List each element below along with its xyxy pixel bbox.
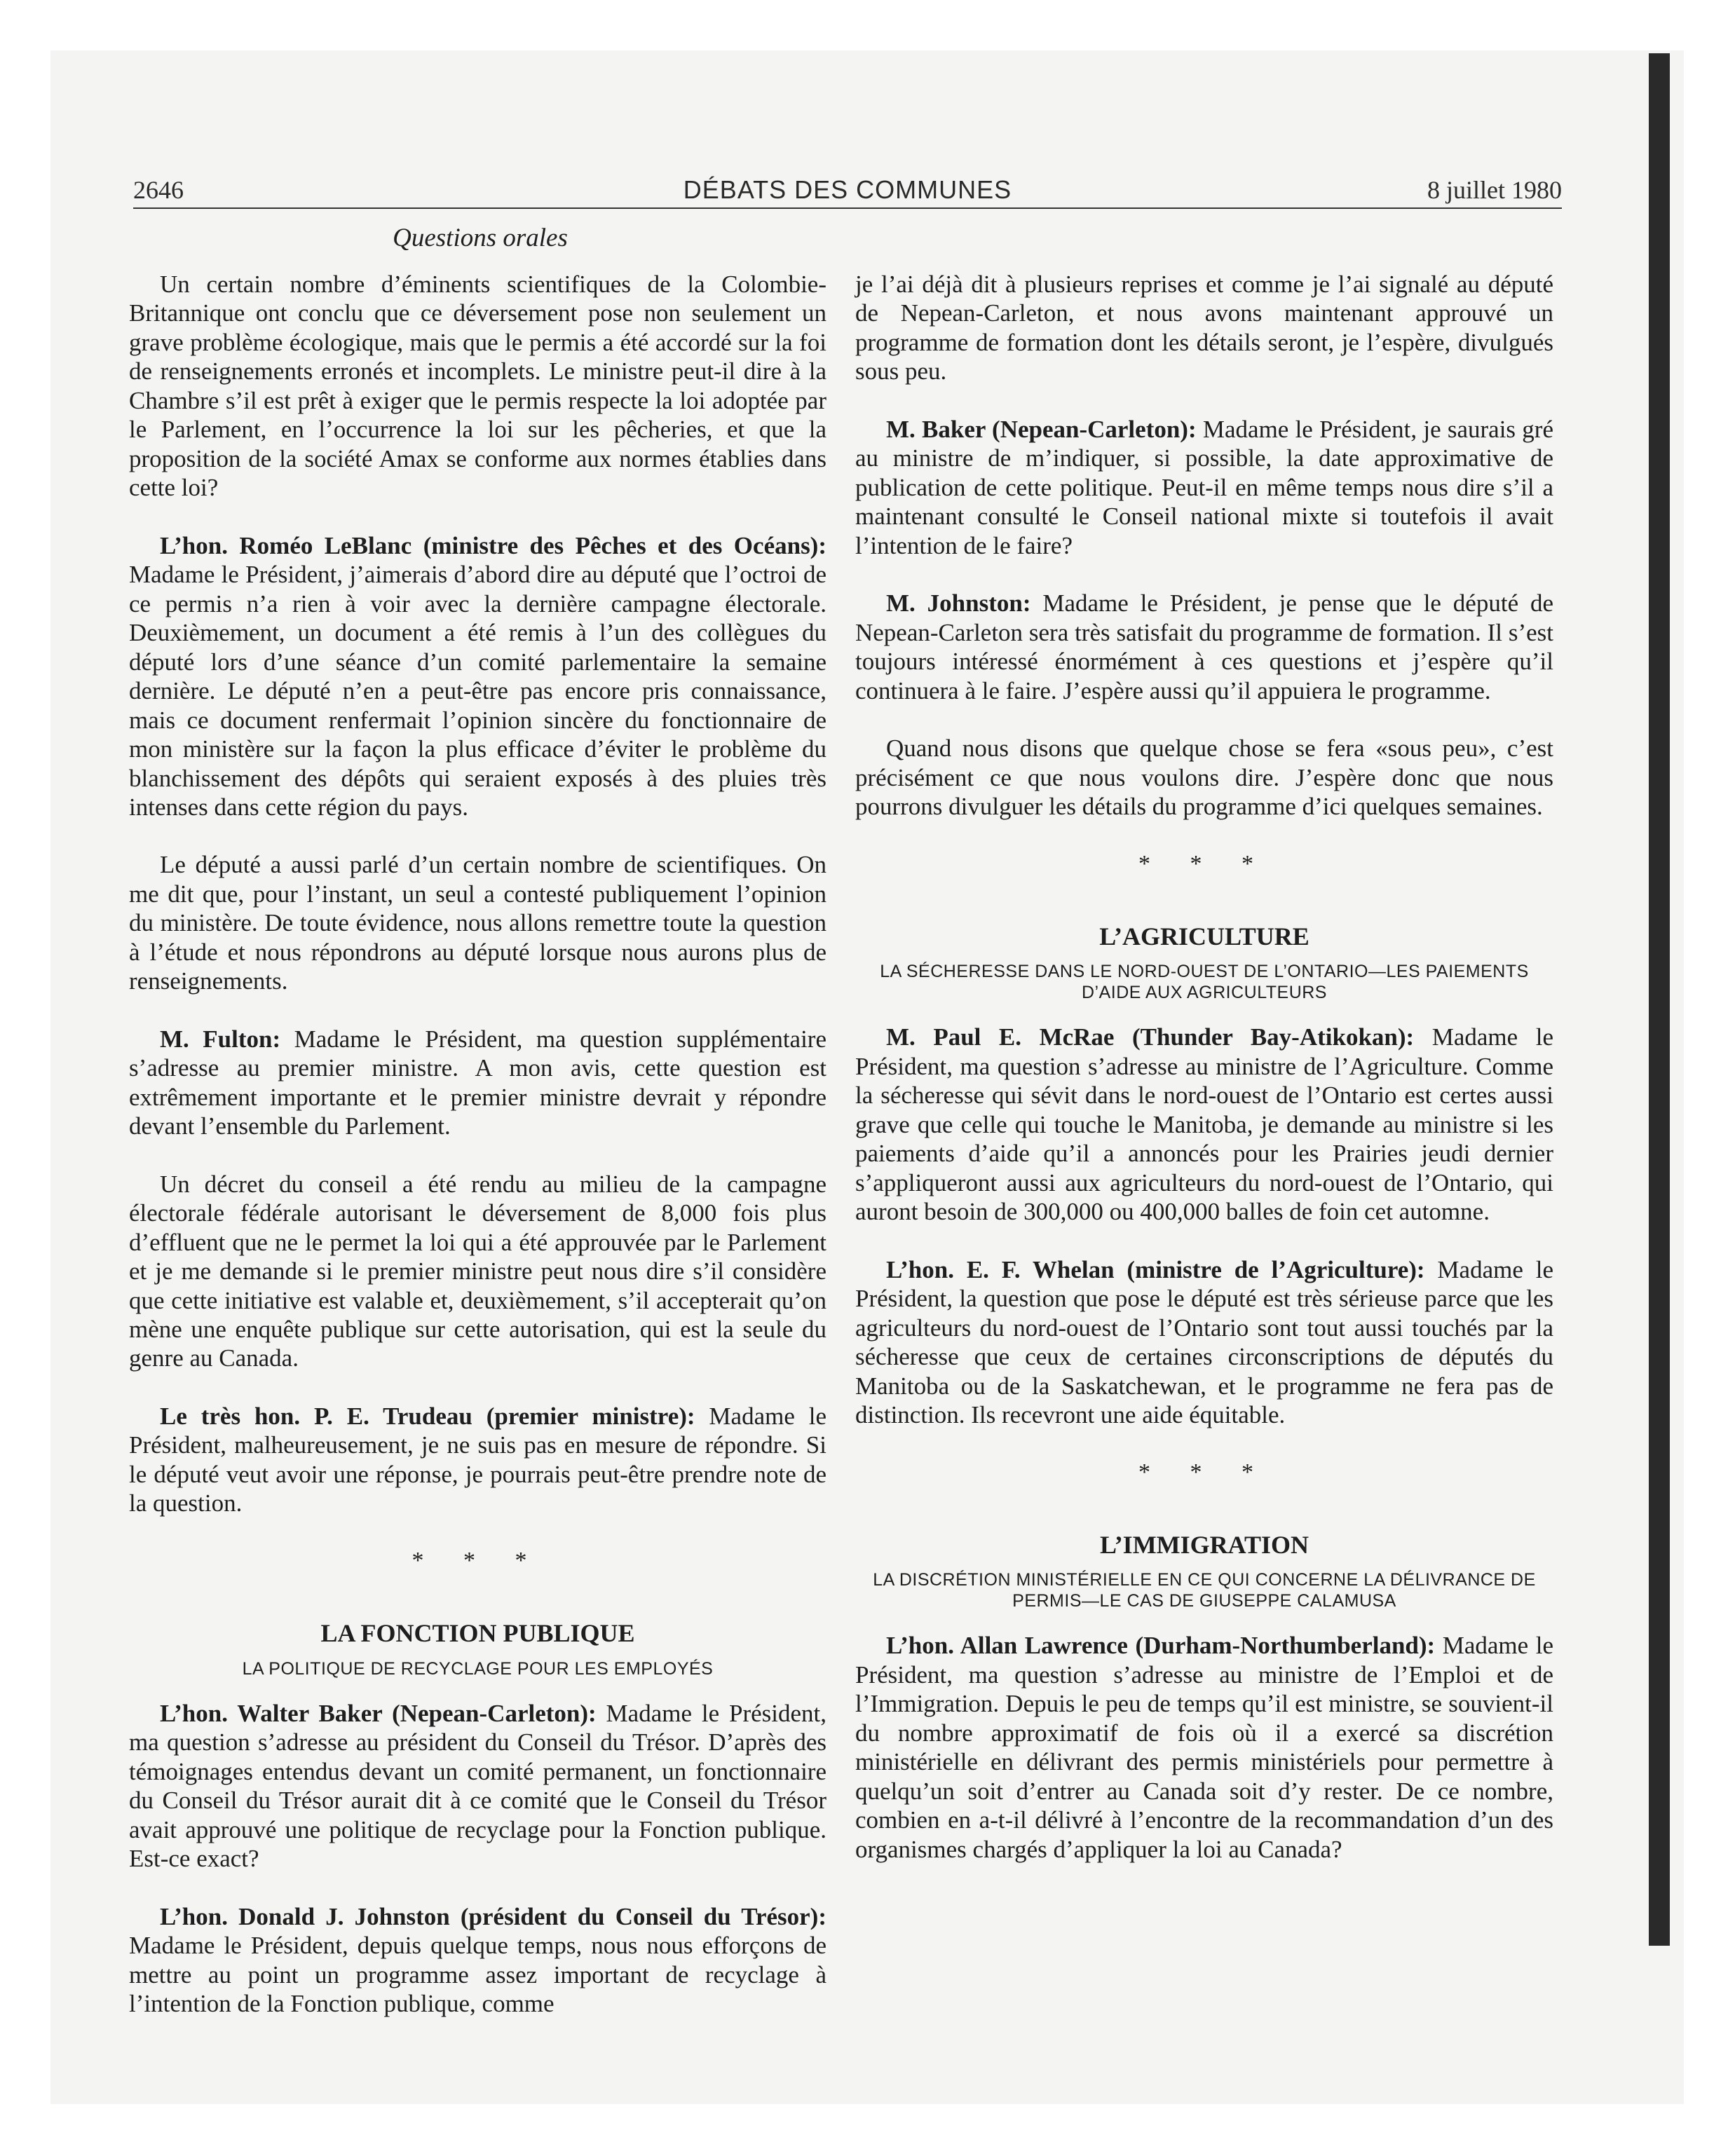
section-title: LA FONCTION PUBLIQUE (320, 1619, 635, 1648)
speaker-name: L’hon. Roméo LeBlanc (ministre des Pêches et des Océans): (160, 531, 826, 559)
paragraph (855, 1255, 1553, 1430)
paragraph-text: Madame le Président, ma question s’adresse au ministre de l’Emploi et de l’Immigration. Depuis le peu de temps qu’il est ministre, se souvient-il du nombre approximatif de fois où il a exercé sa discrétion ministérielle en délivrant des permis ministériels pour permettre à quelqu’un soit d’entrer au Canada soit d’y rester. De ce nombre, combien en a-t-il délivré à l’encontre de la recommandation d’un des organismes chargés d’appliquer la loi au Canada? (855, 1632, 1553, 1863)
speaker-name: L’hon. Donald J. Johnston (président du Conseil du Trésor): (160, 1902, 826, 1930)
speaker-name: M. Fulton: (160, 1025, 281, 1053)
speaker-name: M. Baker (Nepean-Carleton): (886, 415, 1197, 443)
paragraph-text: Madame le Président, depuis quelque temps, nous nous efforçons de mettre au point un programme assez important de recyclage à l’intention de la Fonction publique, comme (129, 1932, 826, 2017)
section-subtitle: LA SÉCHERESSE DANS LE NORD-OUEST DE L’ONTARIO—LES PAIEMENTS D’AIDE AUX AGRICULTEURS (880, 962, 1529, 1003)
paragraph (855, 589, 1553, 705)
paragraph-text: Un certain nombre d’éminents scientifiques de la Colombie-Britannique ont conclu que ce déversement pose non seulement un grave problème écologique, mais que le permis a été accordé sur la foi de renseignements erronés et incomplets. Le ministre peut-il dire à la Chambre s’il est prêt à exiger que le permis respecte la loi adoptée par le Parlement, en l’occurrence la loi sur les pêcheries, et que la proposition de la société Amax se conforme aux normes établies dans cette loi? (129, 271, 826, 502)
page-header (133, 175, 1562, 209)
speaker-name: M. Johnston: (886, 589, 1031, 618)
page-date: 8 juillet 1980 (1427, 176, 1562, 204)
section-separator: * * * (1138, 1459, 1270, 1485)
paragraph (855, 415, 1553, 560)
paragraph-text: je l’ai déjà dit à plusieurs reprises et comme je l’ai signalé au député de Nepean-Carleton, et nous avons maintenant approuvé un programme de formation dont les détails seront, je l’espère, divulgués sous peu. (855, 271, 1553, 386)
paragraph-text: Madame le Président, j’aimerais d’abord dire au député que l’octroi de ce permis n’a rien à voir avec la dernière campagne électorale. Deuxièmement, un document a été remis à l’un des collègues du député lors d’une séance d’un comité parlementaire la semaine dernière. Le député n’en a peut-être pas encore pris connaissance, mais ce document renfermait l’opinion sincère du fonctionnaire de mon ministère sur la façon la plus efficace d’éviter le problème du blanchissement des dépôts qui seraient exposés à des pluies très intenses dans cette région du pays. (129, 561, 826, 821)
section-separator: * * * (1138, 850, 1270, 877)
paragraph (855, 734, 1553, 821)
paragraph-text: Madame le Président, ma question s’adresse au ministre de l’Agriculture. Comme la sécheresse qui sévit dans le nord-ouest de l’Ontario est certes aussi grave que celle qui touche le Manitoba, je demande au ministre si les paiements d’aide qu’il a annoncés pour les Prairies jeudi dernier s’appliqueront aussi aux agriculteurs du nord-ouest de l’Ontario, qui auront besoin de 300,000 ou 400,000 balles de foin cet automne. (855, 1023, 1553, 1226)
paragraph (855, 1023, 1553, 1226)
section-subtitle: LA DISCRÉTION MINISTÉRIELLE EN CE QUI CONCERNE LA DÉLIVRANCE DE PERMIS—LE CAS DE GIUSEPPE CALAMUSA (873, 1570, 1536, 1611)
paragraph-text: Quand nous disons que quelque chose se fera «sous peu», c’est précisément ce que nous voulons dire. J’espère donc que nous pourrons divulguer les détails du programme d’ici quelques semaines. (855, 735, 1553, 821)
paragraph (855, 1631, 1553, 1864)
page-number: 2646 (133, 176, 184, 204)
speaker-name: L’hon. Walter Baker (Nepean-Carleton): (160, 1699, 597, 1727)
speaker-name: Le très hon. P. E. Trudeau (premier ministre): (160, 1402, 695, 1430)
paragraph (129, 1699, 826, 1874)
right-column (855, 270, 1553, 1892)
scan-edge-bar (1649, 53, 1670, 1946)
paragraph-text: Le député a aussi parlé d’un certain nombre de scientifiques. On me dit que, pour l’instant, un seul a contesté publiquement l’opinion du ministère. De toute évidence, nous allons remettre toute la question à l’étude et nous répondrons au député lorsque nous aurons plus de renseignements. (129, 851, 826, 995)
paragraph (129, 1025, 826, 1141)
speaker-name: L’hon. E. F. Whelan (ministre de l’Agriculture): (886, 1255, 1425, 1283)
section-title: L’IMMIGRATION (1099, 1530, 1309, 1559)
paragraph (129, 1402, 826, 1518)
speaker-name: M. Paul E. McRae (Thunder Bay-Atikokan): (886, 1023, 1415, 1051)
section-running-head: Questions orales (393, 224, 568, 252)
publication-title: DÉBATS DES COMMUNES (683, 175, 1012, 204)
paragraph (129, 850, 826, 995)
paragraph (129, 1902, 826, 2019)
paragraph-text: Madame le Président, ma question supplémentaire s’adresse au premier ministre. A mon avis, cette question est extrêmement importante et le premier ministre devrait y répondre devant l’ensemble du Parlement. (129, 1025, 826, 1140)
paragraph-text: Madame le Président, malheureusement, je ne suis pas en mesure de répondre. Si le député veut avoir une réponse, je pourrais peut-être prendre note de la question. (129, 1402, 826, 1517)
paragraph-text: Un décret du conseil a été rendu au milieu de la campagne électorale fédérale autorisant le déversement de 8,000 fois plus d’effluent que ne le permet la loi qui a été approuvée par le Parlement et je me demande si le premier ministre peut nous dire s’il considère que cette initiative est valable et, deuxièmement, s’il accepterait qu’on mène une enquête publique sur cette autorisation, qui est la seule du genre au Canada. (129, 1170, 826, 1372)
paragraph (855, 270, 1553, 386)
section-title: L’AGRICULTURE (1099, 922, 1309, 950)
speaker-name: L’hon. Allan Lawrence (Durham-Northumberland): (886, 1632, 1436, 1660)
paragraph-text: Madame le Président, je saurais gré au ministre de m’indiquer, si possible, la date approximative de publication de cette politique. Peut-il en même temps nous dire s’il a maintenant consulté le Conseil national mixte si toutefois il avait l’intention de le faire? (855, 415, 1553, 559)
paragraph (129, 270, 826, 503)
section-subtitle: LA POLITIQUE DE RECYCLAGE POUR LES EMPLOYÉS (242, 1658, 714, 1679)
left-column (129, 270, 826, 2047)
section-separator: * * * (411, 1547, 544, 1574)
paragraph-text: Madame le Président, je pense que le député de Nepean-Carleton sera très satisfait du programme de formation. Il s’est toujours intéressé énormément à ces questions et j’espère qu’il continuera à le faire. J’espère aussi qu’il appuiera le programme. (855, 589, 1553, 704)
paragraph (129, 1170, 826, 1373)
paragraph-text: Madame le Président, ma question s’adresse au président du Conseil du Trésor. D’après des témoignages entendus devant un comité permanent, un fonctionnaire du Conseil du Trésor aurait dit à ce comité que le Conseil du Trésor avait approuvé une politique de recyclage pour la Fonction publique. Est-ce exact? (129, 1699, 826, 1873)
paragraph-text: Madame le Président, la question que pose le député est très sérieuse parce que les agriculteurs du nord-ouest de l’Ontario sont tout aussi touchés par la sécheresse que ceux de certaines circonscriptions de députés du Manitoba ou de la Saskatchewan, et le programme ne fera pas de distinction. Ils recevront une aide équitable. (855, 1255, 1553, 1429)
paragraph (129, 531, 826, 822)
